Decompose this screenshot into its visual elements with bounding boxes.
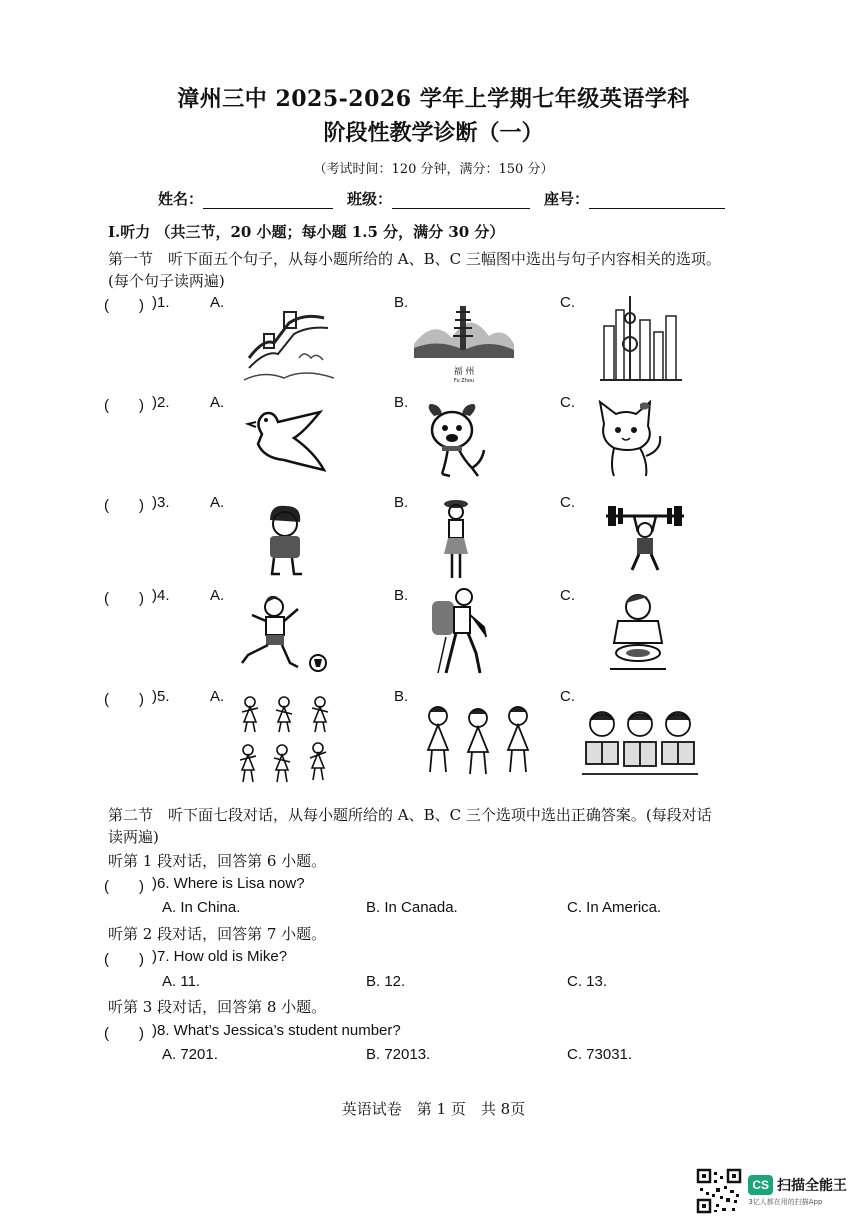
option-c-label: C. <box>560 294 575 311</box>
part1-instruction: 第一节 听下面五个句子，从每小题所给的 A、B、C 三幅图中选出与句子内容相关的选项。 <box>108 250 721 268</box>
singing-kids-icon <box>416 702 548 778</box>
dialog-intro-1: 听第 1 段对话，回答第 6 小题。 <box>108 852 327 870</box>
student-info-row <box>158 188 739 209</box>
short-boy-icon <box>262 504 308 578</box>
q8-option-c: C. 73031. <box>567 1046 633 1063</box>
question-3 <box>104 494 804 594</box>
scanner-brand <box>748 1175 847 1207</box>
option-b-label: B. <box>394 688 409 705</box>
fuzhou-caption: 福 州 <box>453 367 475 377</box>
question-4 <box>104 587 804 687</box>
answer-blank[interactable]: ( ) <box>104 590 144 607</box>
cook-icon <box>608 591 668 677</box>
option-a-label: A. <box>210 688 225 705</box>
seat-field[interactable] <box>589 194 725 209</box>
question-2 <box>104 394 804 494</box>
dialog-intro-2: 听第 2 段对话，回答第 7 小题。 <box>108 925 327 943</box>
dialog-intro-3: 听第 3 段对话，回答第 8 小题。 <box>108 998 327 1016</box>
option-c-label: C. <box>560 688 575 705</box>
dancing-kids-icon <box>236 692 336 788</box>
hiker-icon <box>424 587 498 677</box>
cat-icon <box>590 400 666 480</box>
name-field[interactable] <box>203 194 333 209</box>
answer-blank[interactable]: ( ) <box>104 951 144 968</box>
q7-option-c: C. 13. <box>567 973 608 990</box>
q8-option-b: B. 72013. <box>366 1046 431 1063</box>
question-number: )3. <box>152 494 170 511</box>
option-c-label: C. <box>560 587 575 604</box>
answer-blank[interactable]: ( ) <box>104 691 144 708</box>
part2-instruction: 第二节 听下面七段对话，从每小题所给的 A、B、C 三个选项中选出正确答案。(每段对话 <box>108 806 712 824</box>
scanner-watermark <box>696 1168 847 1214</box>
option-a-label: A. <box>210 394 225 411</box>
option-b-label: B. <box>394 294 409 311</box>
exam-subtitle: 阶段性教学诊断（一） <box>323 120 544 146</box>
answer-blank[interactable]: ( ) <box>104 878 144 895</box>
tall-girl-icon <box>440 498 472 580</box>
q6-option-b: B. In Canada. <box>366 899 458 916</box>
page-footer: 英语试卷 第 1 页 共 8页 <box>341 1100 526 1118</box>
qr-code-icon <box>696 1168 742 1214</box>
answer-blank[interactable]: ( ) <box>104 397 144 414</box>
section-heading: Ⅰ.听力 （共三节，20 小题；每小题 1.5 分，满分 30 分） <box>108 223 505 241</box>
answer-blank[interactable]: ( ) <box>104 1025 144 1042</box>
scanner-brand-name: 扫描全能王 <box>777 1178 847 1194</box>
weightlifter-icon <box>604 498 686 572</box>
part2-instruction-note: 读两遍) <box>108 828 159 846</box>
option-a-label: A. <box>210 294 225 311</box>
option-a-label: A. <box>210 587 225 604</box>
dog-icon <box>422 402 494 478</box>
answer-blank[interactable]: ( ) <box>104 297 144 314</box>
question-number: )5. <box>152 688 170 705</box>
option-c-label: C. <box>560 494 575 511</box>
answer-blank[interactable]: ( ) <box>104 497 144 514</box>
question-8-text: )8. What’s Jessica’s student number? <box>152 1022 401 1039</box>
bird-icon <box>244 404 330 474</box>
reading-kids-icon <box>582 708 698 778</box>
q7-option-a: A. 11. <box>162 973 201 990</box>
skyline-icon <box>600 296 682 382</box>
exam-info: （考试时间：120 分钟，满分：150 分） <box>313 162 554 177</box>
fuzhou-caption-en: Fu Zhou <box>453 378 475 384</box>
q6-option-a: A. In China. <box>162 899 241 916</box>
option-a-label: A. <box>210 494 225 511</box>
option-b-label: B. <box>394 394 409 411</box>
question-1 <box>104 294 804 394</box>
scanner-tagline: 3亿人都在用的扫描App <box>748 1198 823 1206</box>
part1-instruction-note: (每个句子读两遍) <box>108 272 225 290</box>
soccer-player-icon <box>238 593 330 675</box>
question-6-text: )6. Where is Lisa now? <box>152 875 305 892</box>
question-number: )1. <box>152 294 170 311</box>
cs-logo-icon: CS <box>748 1175 773 1195</box>
q7-option-b: B. 12. <box>366 973 406 990</box>
great-wall-icon <box>244 298 334 382</box>
name-label: 姓名： <box>158 190 204 208</box>
q6-option-c: C. In America. <box>567 899 662 916</box>
exam-title: 漳州三中 2025-2026 学年上学期七年级英语学科 <box>177 86 690 112</box>
q8-option-a: A. 7201. <box>162 1046 218 1063</box>
option-c-label: C. <box>560 394 575 411</box>
class-field[interactable] <box>392 194 530 209</box>
question-number: )2. <box>152 394 170 411</box>
question-5 <box>104 688 804 788</box>
seat-label: 座号： <box>544 190 590 208</box>
pagoda-icon <box>414 298 514 384</box>
option-b-label: B. <box>394 494 409 511</box>
class-label: 班级： <box>347 190 393 208</box>
question-7-text: )7. How old is Mike? <box>152 948 288 965</box>
question-number: )4. <box>152 587 170 604</box>
option-b-label: B. <box>394 587 409 604</box>
